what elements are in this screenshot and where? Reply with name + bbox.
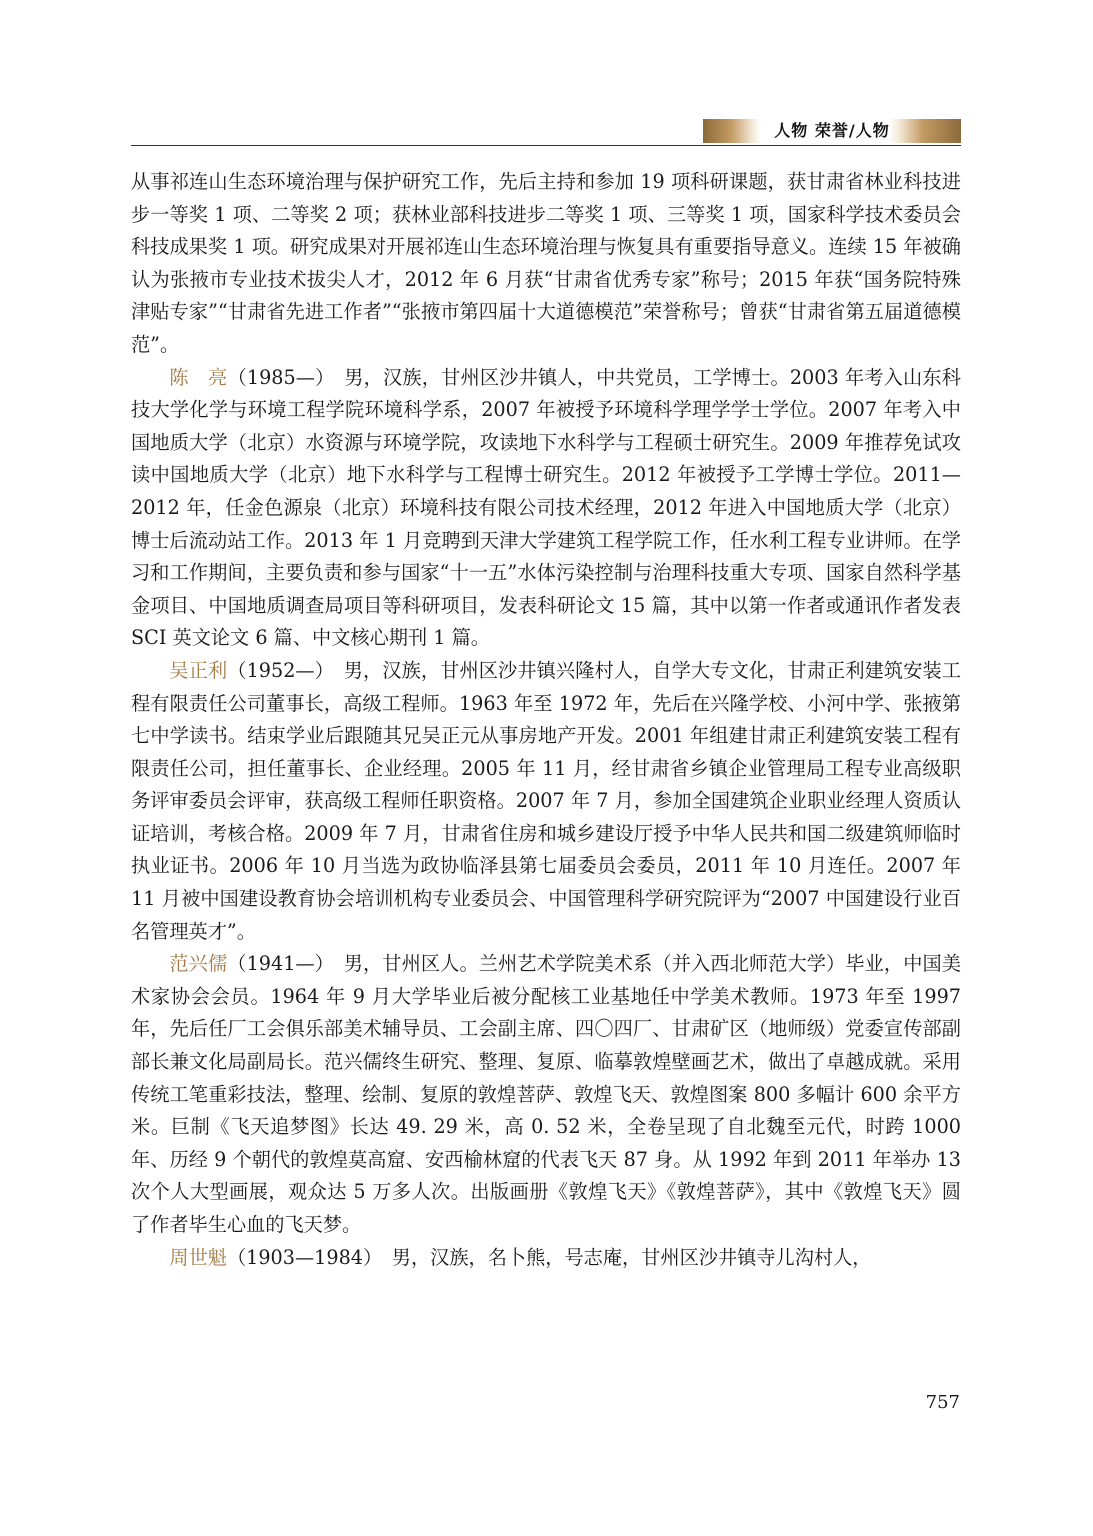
person-name: 周世魁 [169, 1245, 227, 1269]
paragraph-text: （1952—） 男，汉族，甘州区沙井镇兴隆村人，自学大专文化，甘肃正利建筑安装工程有限责任公司董事长，高级工程师。1963 年至 1972 年，先后在兴隆学校、小河中学、张掖第七中学读书。结束学业后跟随其兄吴正元从事房地产开发。2001 年组建甘肃正利建筑安装工程有限责任公司，担任董事长、企业经理。2005 年 11 月，经甘肃省乡镇企业管理局工程专业高级职务评审委员会评审，获高级工程师任职资格。2007 年 7 月，参加全国建筑企业职业经理人资质认证培训，考核合格。2009 年 7 月，甘肃省住房和城乡建设厅授予中华人民共和国二级建筑师临时执业证书。2006 年 10 月当选为政协临泽县第七届委员会委员，2011 年 10 月连任。2007 年 11 月被中国建设教育协会培训机构专业委员会、中国管理科学研究院评为“2007 中国建设行业百名管理英才”。 [131, 658, 962, 943]
biography-entry-wu-zhengli [131, 655, 961, 948]
paragraph-text: 从事祁连山生态环境治理与保护研究工作，先后主持和参加 19 项科研课题，获甘肃省林业科技进步一等奖 1 项、二等奖 2 项；获林业部科技进步二等奖 1 项、三等奖 1 项，国家科学技术委员会科技成果奖 1 项。研究成果对开展祁连山生态环境治理与恢复具有重要指导意义。连续 15 年被确认为张掖市专业技术拔尖人才，2012 年 6 月获“甘肃省优秀专家”称号；2015 年获“国务院特殊津贴专家”“甘肃省先进工作者”“张掖市第四届十大道德模范”荣誉称号；曾获“甘肃省第五届道德模范”。 [131, 170, 961, 356]
paragraph-text: （1985—） 男，汉族，甘州区沙井镇人，中共党员，工学博士。2003 年考入山东科技大学化学与环境工程学院环境科学系，2007 年被授予环境科学理学学士学位。2007 年考入中国地质大学（北京）水资源与环境学院，攻读地下水科学与工程硕士研究生。2009 年推荐免试攻读中国地质大学（北京）地下水科学与工程博士研究生。2012 年被授予工学博士学位。2011—2012 年，任金色源泉（北京）环境科技有限公司技术经理，2012 年进入中国地质大学（北京）博士后流动站工作。2013 年 1 月竞聘到天津大学建筑工程学院工作，任水利工程专业讲师。在学习和工作期间，主要负责和参与国家“十一五”水体污染控制与治理科技重大专项、国家自然科学基金项目、中国地质调查局项目等科研项目，发表科研论文 15 篇，其中以第一作者或通讯作者发表 SCI 英文论文 6 篇、中文核心期刊 1 篇。 [131, 365, 961, 650]
person-name: 吴正利 [169, 658, 228, 682]
paragraph-text: （1941—） 男，甘州区人。兰州艺术学院美术系（并入西北师范大学）毕业，中国美术家协会会员。1964 年 9 月大学毕业后被分配核工业基地任中学美术教师。1973 年至 1997 年，先后任厂工会俱乐部美术辅导员、工会副主席、四〇四厂、甘肃矿区（地师级）党委宣传部副部长兼文化局副局长。范兴儒终生研究、整理、复原、临摹敦煌壁画艺术，做出了卓越成就。采用传统工笔重彩技法，整理、绘制、复原的敦煌菩萨、敦煌飞天、敦煌图案 800 多幅计 600 余平方米。巨制《飞天追梦图》长达 49. 29 米，高 0. 52 米，全卷呈现了自北魏至元代，时跨 1000 年、历经 9 个朝代的敦煌莫高窟、安西榆林窟的代表飞天 87 身。从 1992 年到 2011 年举办 13 次个人大型画展，观众达 5 万多人次。出版画册《敦煌飞天》《敦煌菩萨》，其中《敦煌飞天》圆了作者毕生心血的飞天梦。 [131, 952, 962, 1236]
biography-entry-fan-xingru [131, 948, 961, 1241]
header-rule [131, 145, 961, 146]
paragraph-continuation [131, 166, 961, 362]
article-body [131, 166, 961, 1274]
section-title: 人物 荣誉/人物 [774, 121, 890, 140]
biography-entry-zhou-shikui [131, 1242, 961, 1275]
page-number: 757 [925, 1392, 960, 1413]
person-name: 范兴儒 [169, 952, 228, 976]
person-name: 陈 亮 [169, 365, 228, 389]
paragraph-text: （1903—1984） 男，汉族，名卜熊，号志庵，甘州区沙井镇寺儿沟村人， [226, 1245, 872, 1269]
biography-entry-chen-liang [131, 362, 961, 655]
